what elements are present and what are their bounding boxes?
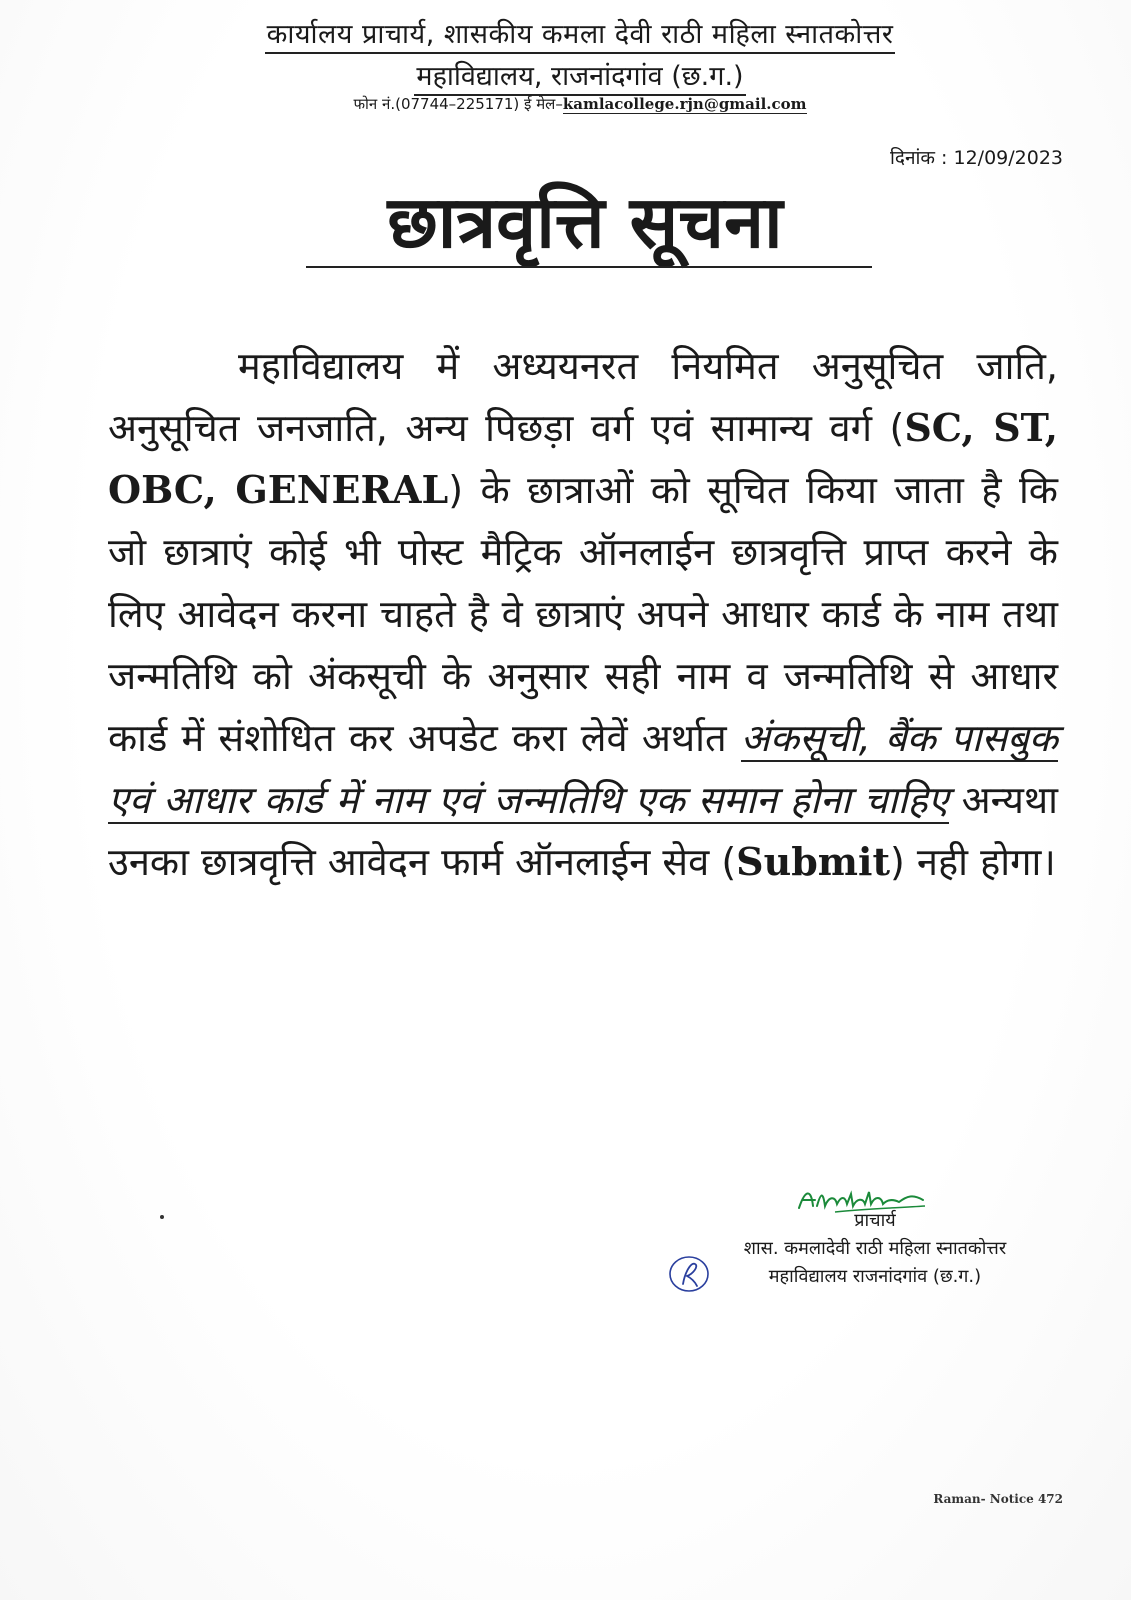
signatory-line2: महाविद्यालय राजनांदगांव (छ.ग.)	[768, 1266, 982, 1287]
submit-word: Submit	[736, 839, 890, 884]
body-text-part3: अन्यथा उनका छात्रवृत्ति आवेदन फार्म ऑनलाईन सेव (	[108, 778, 1058, 884]
office-header-line2: महाविद्यालय, राजनांदगांव (छ.ग.)	[120, 56, 1040, 93]
phone-label: फोन नं.(07744–225171) ई मेल–	[353, 95, 563, 113]
notice-title: छात्रवृत्ति सूचना	[387, 180, 783, 264]
body-text-part4: ) नही होगा।	[890, 840, 1056, 884]
college-seal-stamp	[667, 1252, 711, 1296]
signatory-line1: शास. कमलादेवी राठी महिला स्नातकोत्तर	[743, 1238, 1007, 1259]
notice-body	[108, 335, 1058, 893]
notice-reference: Raman- Notice 472	[933, 1492, 1063, 1506]
ink-speck	[160, 1215, 164, 1219]
category-list: SC, ST, OBC, GENERAL	[108, 405, 1058, 512]
body-text-part2: ) के छात्राओं को सूचित किया जाता है कि जो छात्राएं कोई भी पोस्ट मैट्रिक ऑनलाईन छात्रवृत्ति प्राप्त करने के लिए आवेदन करना चाहते है वे छात्राएं अपने आधार कार्ड के नाम तथा जन्मतिथि को अंकसूची के अनुसार सही नाम व जन्मतिथि से आधार कार्ड में संशोधित कर अपडेट करा लेवें अर्थात	[108, 468, 1058, 760]
contact-line	[120, 94, 1040, 114]
title-underline	[306, 266, 872, 268]
body-text-part1: महाविद्यालय में अध्ययनरत नियमित अनुसूचित जाति, अनुसूचित जनजाति, अन्य पिछड़ा वर्ग एवं सामान्य वर्ग (	[108, 344, 1058, 450]
email-address: kamlacollege.rjn@gmail.com	[562, 95, 807, 113]
signatory-block	[690, 1195, 1060, 1291]
emphasized-requirement: अंकसूची, बैंक पासबुक एवं आधार कार्ड में नाम एवं जन्मतिथि एक समान होना चाहिए	[108, 716, 1058, 822]
notice-date: दिनांक : 12/09/2023	[889, 147, 1063, 169]
office-header-line1: कार्यालय प्राचार्य, शासकीय कमला देवी राठी महिला स्नातकोत्तर	[120, 14, 1040, 51]
signatory-designation: प्राचार्य	[854, 1210, 896, 1231]
